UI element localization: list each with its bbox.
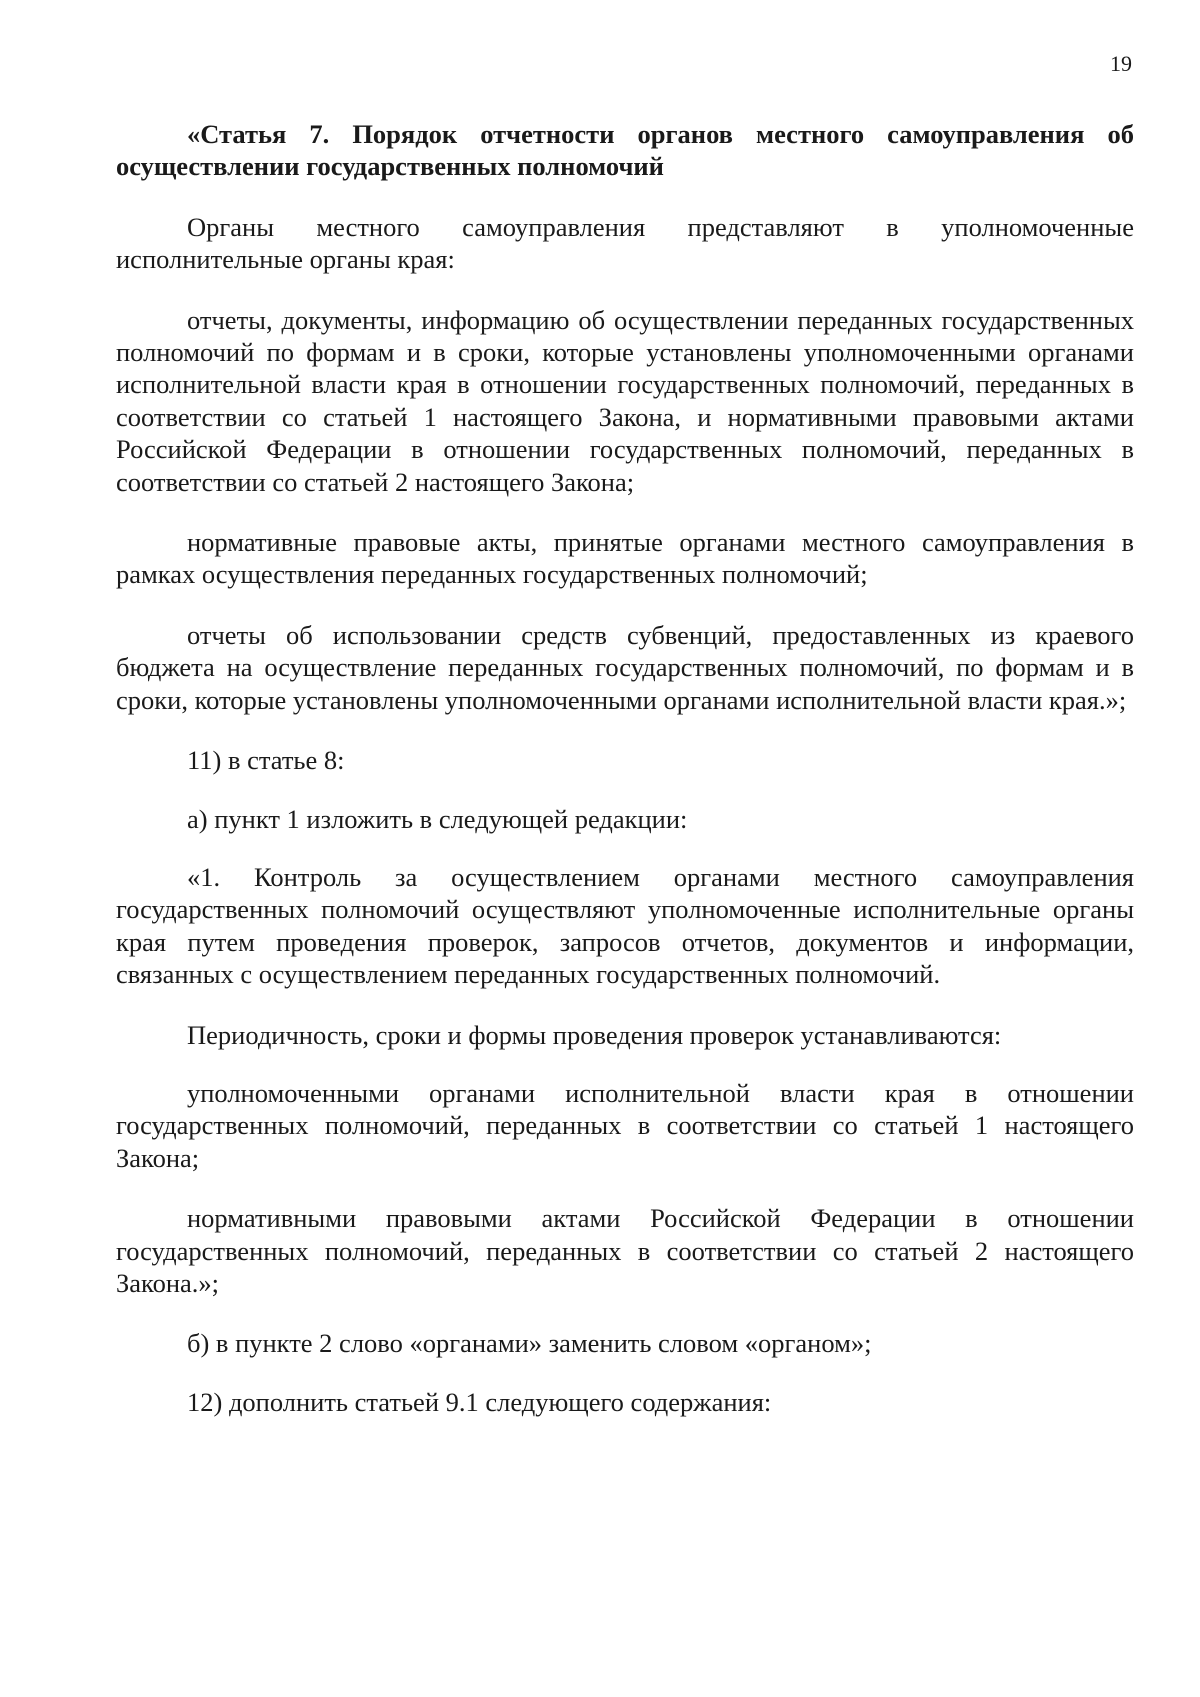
paragraph-authorized-bodies: уполномоченными органами исполнительной власти края в отношении государственных полномочий, переданных в соответствии со статьей 1 настоящего Закона;	[116, 1077, 1134, 1173]
paragraph-periodicity: Периодичность, сроки и формы проведения проверок устанавливаются:	[187, 1019, 1002, 1050]
paragraph-intro: Органы местного самоуправления представляют в уполномоченные исполнительные органы края:	[116, 211, 1134, 275]
paragraph-item-a: а) пункт 1 изложить в следующей редакции:	[187, 803, 688, 834]
document-body	[116, 118, 1134, 1418]
paragraph-normative-acts: нормативные правовые акты, принятые органами местного самоуправления в рамках осуществления переданных государственных полномочий;	[116, 527, 1134, 590]
paragraph-subvention-reports: отчеты об использовании средств субвенций, предоставленных из краевого бюджета на осуществление переданных государственных полномочий, по формам и в сроки, которые установлены уполномоченными органами исполнительной власти края.»;	[116, 619, 1134, 715]
paragraph-item-12: 12) дополнить статьей 9.1 следующего содержания:	[187, 1386, 772, 1417]
paragraph-item-b: б) в пункте 2 слово «органами» заменить словом «органом»;	[187, 1328, 872, 1359]
paragraph-reports: отчеты, документы, информацию об осуществлении переданных государственных полномочий по формам и в сроки, которые установлены уполномоченными органами исполнительной власти края в отношении государственных полномочий, переданных в соответствии со статьей 1 настоящего Закона, и нормативными правовыми актами Российской Федерации в отношении государственных полномочий, переданных в соответствии со статьей 2 настоящего Закона;	[116, 304, 1134, 497]
page-number: 19	[1110, 51, 1132, 76]
article-heading: «Статья 7. Порядок отчетности органов местного самоуправления об осуществлении государственных полномочий	[116, 119, 1134, 182]
paragraph-federal-acts: нормативными правовыми актами Российской Федерации в отношении государственных полномочий, переданных в соответствии со статьей 2 настоящего Закона.»;	[116, 1203, 1134, 1298]
paragraph-item-11: 11) в статье 8:	[187, 745, 345, 776]
paragraph-control: «1. Контроль за осуществлением органами местного самоуправления государственных полномочий осуществляют уполномоченные исполнительные органы края путем проведения проверок, запросов отчетов, документов и информации, связанных с осуществлением переданных государственных полномочий.	[116, 861, 1134, 990]
